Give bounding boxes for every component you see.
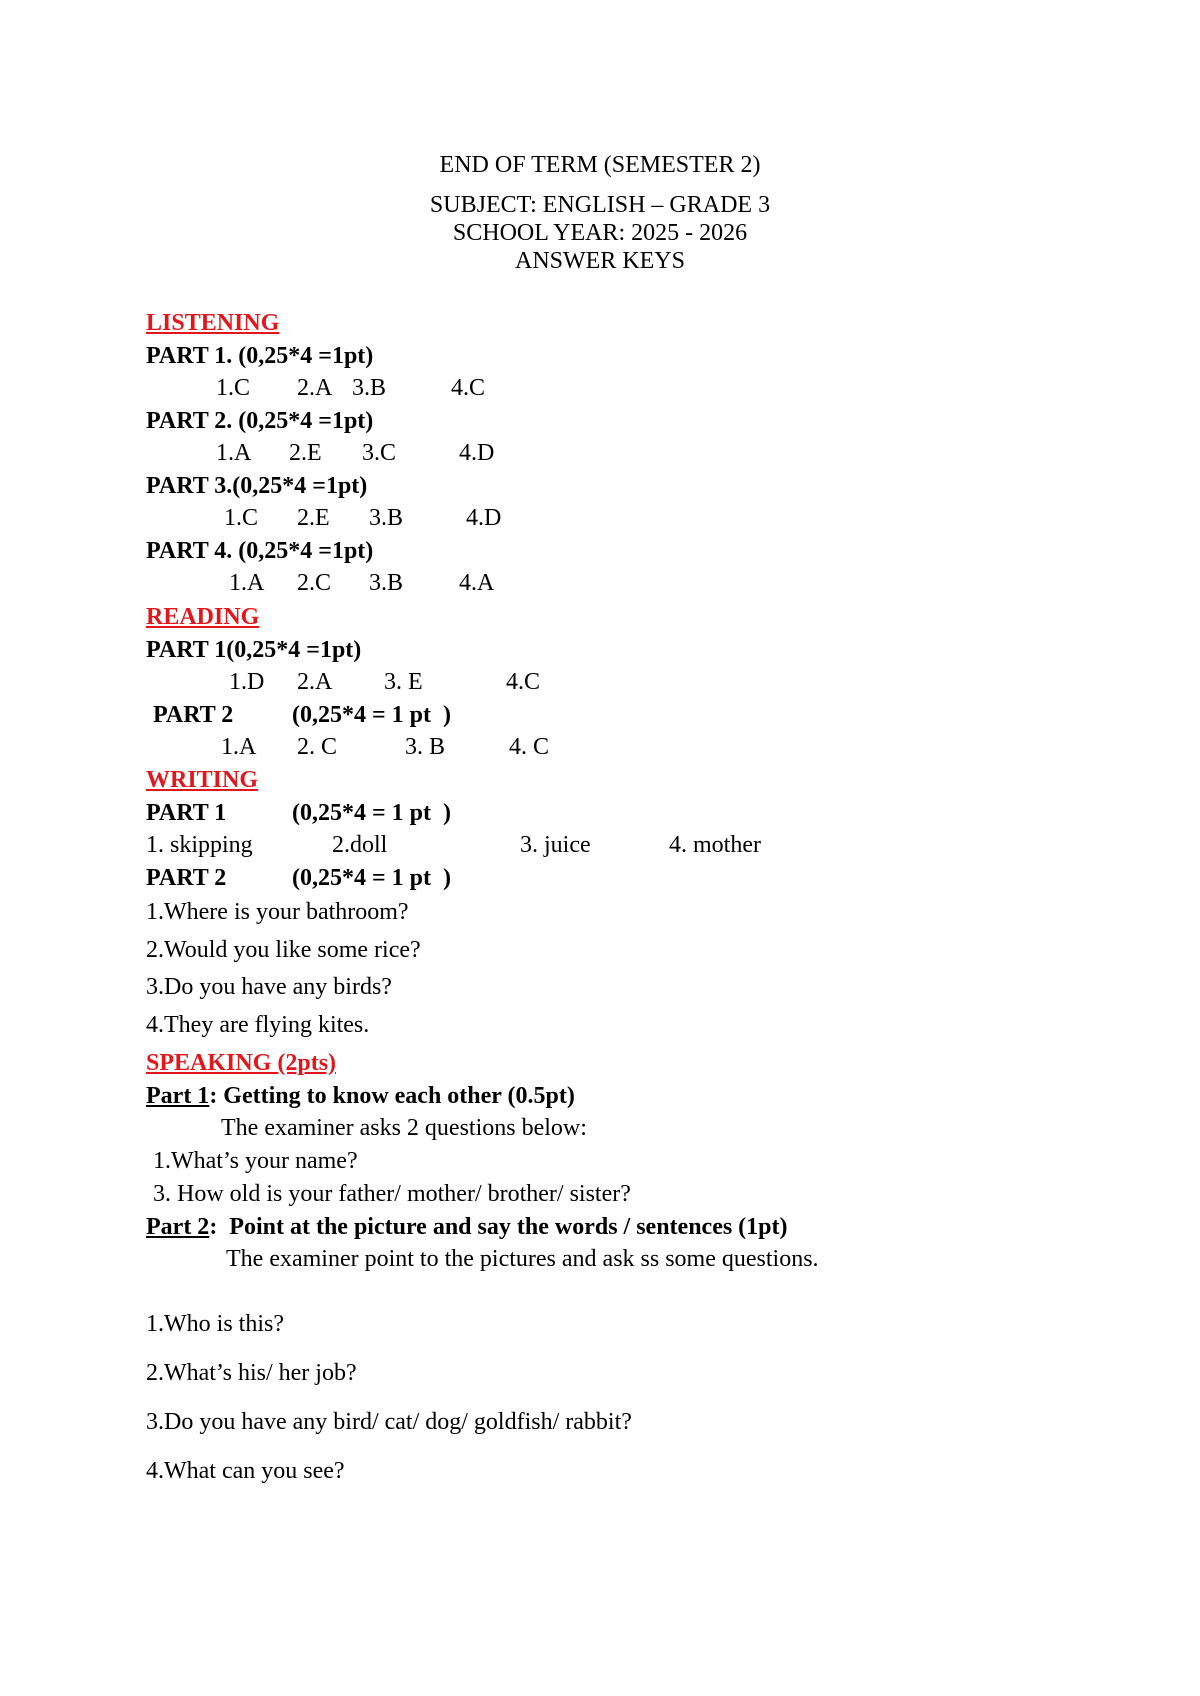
reading-heading: READING [146,604,260,630]
answer-item: 3. juice [520,832,591,858]
answer-item: 4. mother [669,832,761,858]
reading-part2-title: PART 2 [153,702,234,728]
writing-part2-title: PART 2 [146,865,227,891]
reading-part1-title: PART 1(0,25*4 =1pt) [146,637,362,663]
answer-item: 3.C [362,440,397,466]
answer-item: 1.A [221,734,257,760]
speaking-part2-text: : Point at the picture and say the words / sentences (1pt) [209,1214,788,1240]
answer-item: 2. C [297,734,338,760]
speaking-part1-question-2: 3. How old is your father/ mother/ brother/ sister? [153,1181,631,1207]
answer-item: 4.C [506,669,541,695]
listening-heading: LISTENING [146,310,280,336]
answer-item: 3.B [352,375,387,401]
writing-part2-score: (0,25*4 = 1 pt ) [292,865,451,891]
answer-item: 2.A [297,375,333,401]
writing-answer-3: 3.Do you have any birds? [146,974,392,1000]
speaking-part2-question-1: 1.Who is this? [146,1311,284,1337]
speaking-part2-question-2: 2.What’s his/ her job? [146,1360,357,1386]
answer-item: 1.A [216,440,252,466]
speaking-part1-text: : Getting to know each other (0.5pt) [209,1083,575,1109]
speaking-part2-question-4: 4.What can you see? [146,1458,345,1484]
doc-subject: SUBJECT: ENGLISH – GRADE 3 [429,192,771,218]
listening-part4-title: PART 4. (0,25*4 =1pt) [146,538,374,564]
speaking-part2-question-3: 3.Do you have any bird/ cat/ dog/ goldfish/ rabbit? [146,1409,632,1435]
answer-item: 1.C [216,375,251,401]
speaking-part2-instruction: The examiner point to the pictures and ask ss some questions. [226,1246,819,1272]
answer-item: 4.D [466,505,502,531]
answer-item: 2.E [297,505,330,531]
answer-item: 1.A [229,570,265,596]
answer-item: 3.B [369,570,404,596]
answer-item: 4.C [451,375,486,401]
answer-item: 3. E [384,669,423,695]
answer-item: 4. C [509,734,550,760]
answer-item: 4.A [459,570,495,596]
doc-school-year: SCHOOL YEAR: 2025 - 2026 [452,220,748,246]
writing-heading: WRITING [146,767,259,793]
speaking-part2-title [146,1213,788,1241]
answer-item: 2.E [289,440,322,466]
answer-item: 2.A [297,669,333,695]
speaking-part2-label: Part 2 [146,1214,210,1240]
speaking-heading: SPEAKING (2pts) [146,1050,337,1076]
answer-item: 2.doll [332,832,388,858]
speaking-part1-question-1: 1.What’s your name? [153,1148,358,1174]
listening-part3-title: PART 3.(0,25*4 =1pt) [146,473,368,499]
answer-item: 3. B [405,734,446,760]
answer-item: 1.C [224,505,259,531]
writing-answer-2: 2.Would you like some rice? [146,937,421,963]
writing-answer-1: 1.Where is your bathroom? [146,899,409,925]
answer-item: 1. skipping [146,832,253,858]
doc-title: END OF TERM (SEMESTER 2) [439,152,761,178]
listening-part1-title: PART 1. (0,25*4 =1pt) [146,343,374,369]
doc-answer-keys: ANSWER KEYS [514,248,685,274]
writing-answer-4: 4.They are flying kites. [146,1012,370,1038]
writing-part1-title: PART 1 [146,800,227,826]
speaking-part1-title [146,1082,575,1110]
speaking-part1-label: Part 1 [146,1083,210,1109]
reading-part2-score: (0,25*4 = 1 pt ) [292,702,451,728]
writing-part1-score: (0,25*4 = 1 pt ) [292,800,451,826]
answer-item: 3.B [369,505,404,531]
speaking-part1-instruction: The examiner asks 2 questions below: [221,1115,587,1141]
answer-item: 2.C [297,570,332,596]
listening-part2-title: PART 2. (0,25*4 =1pt) [146,408,374,434]
answer-item: 1.D [229,669,265,695]
answer-item: 4.D [459,440,495,466]
